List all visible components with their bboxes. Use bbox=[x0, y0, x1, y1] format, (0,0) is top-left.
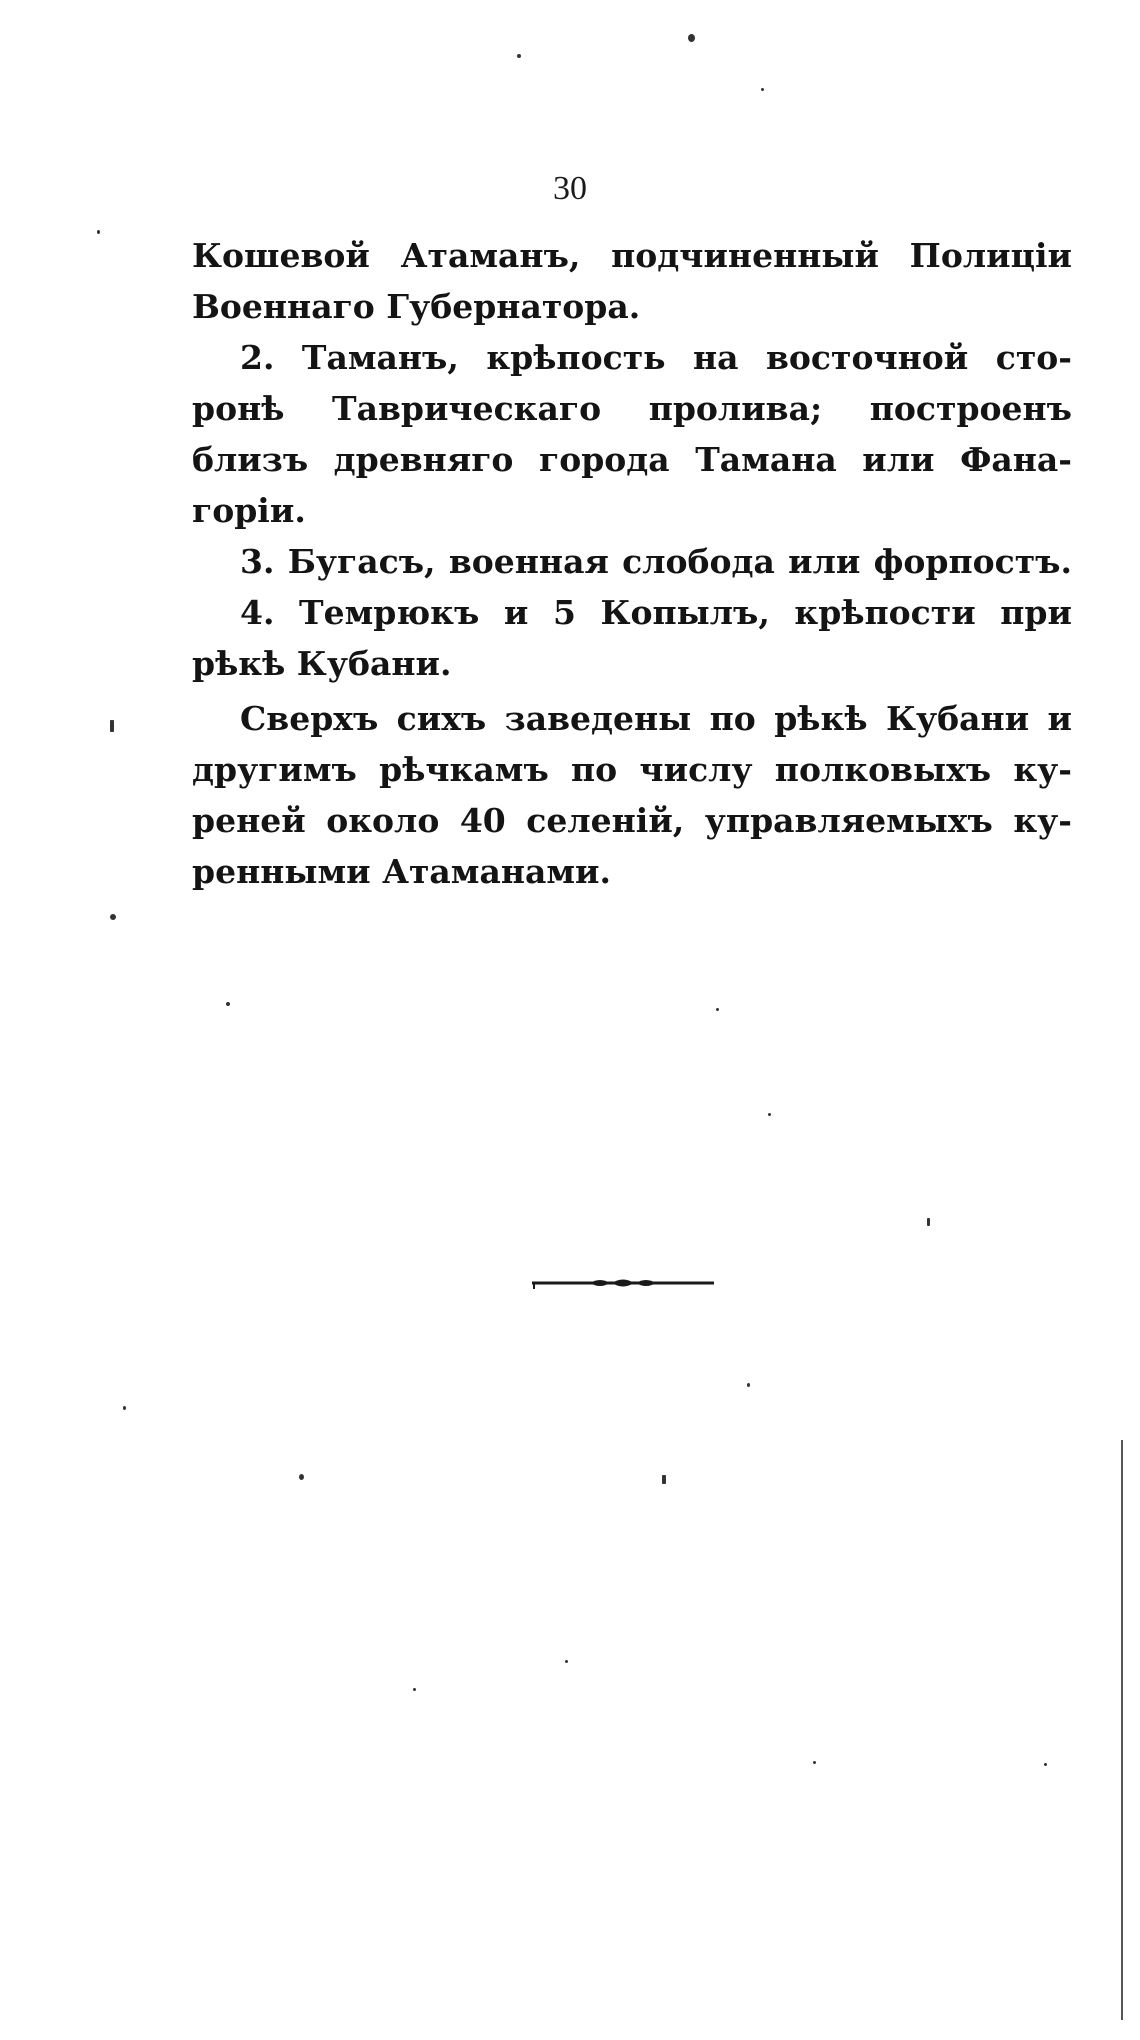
paper-speck bbox=[747, 1383, 750, 1387]
paper-speck bbox=[1044, 1763, 1047, 1766]
paper-speck bbox=[716, 1008, 719, 1011]
text-line: близъ древняго города Тамана или Фана- bbox=[192, 440, 1072, 479]
text-line: 4. Темрюкъ и 5 Копылъ, крѣпости при bbox=[240, 593, 1072, 632]
text-line: другимъ рѣчкамъ по числу полковыхъ ку- bbox=[192, 750, 1072, 789]
paper-speck bbox=[662, 1475, 666, 1484]
paper-speck bbox=[927, 1218, 930, 1226]
paper-speck bbox=[761, 88, 764, 91]
paper-speck bbox=[517, 54, 521, 58]
paper-speck bbox=[97, 230, 100, 234]
paper-speck bbox=[226, 1002, 230, 1006]
paper-speck bbox=[299, 1474, 304, 1480]
text-line: Кошевой Атаманъ, подчиненный Полиціи bbox=[192, 236, 1072, 275]
paper-speck bbox=[565, 1660, 568, 1663]
text-line: 3. Бугасъ, военная слобода или форпостъ. bbox=[240, 542, 1072, 581]
text-line: ренными Атаманами. bbox=[192, 852, 612, 891]
page-number: 30 bbox=[553, 170, 587, 207]
text-line: рѣкѣ Кубани. bbox=[192, 644, 452, 683]
horizontal-rule-ornament-icon bbox=[532, 1276, 714, 1290]
paper-speck bbox=[413, 1688, 416, 1691]
body-text bbox=[192, 230, 1072, 897]
text-line: ронѣ Таврическаго пролива; построенъ bbox=[192, 389, 1072, 428]
paper-speck bbox=[813, 1761, 816, 1764]
paper-speck bbox=[688, 34, 695, 42]
text-line: Военнаго Губернатора. bbox=[192, 287, 641, 326]
paper-speck bbox=[110, 914, 116, 920]
paper-speck bbox=[123, 1406, 126, 1410]
paper-speck bbox=[110, 720, 114, 732]
text-line: Сверхъ сихъ заведены по рѣкѣ Кубани и bbox=[240, 699, 1072, 738]
page-edge-line bbox=[1121, 1440, 1123, 2020]
text-line: реней около 40 селеній, управляемыхъ ку- bbox=[192, 801, 1072, 840]
text-line: 2. Таманъ, крѣпость на восточной сто- bbox=[240, 338, 1072, 377]
text-line: горіи. bbox=[192, 491, 306, 530]
paper-speck bbox=[768, 1113, 771, 1116]
